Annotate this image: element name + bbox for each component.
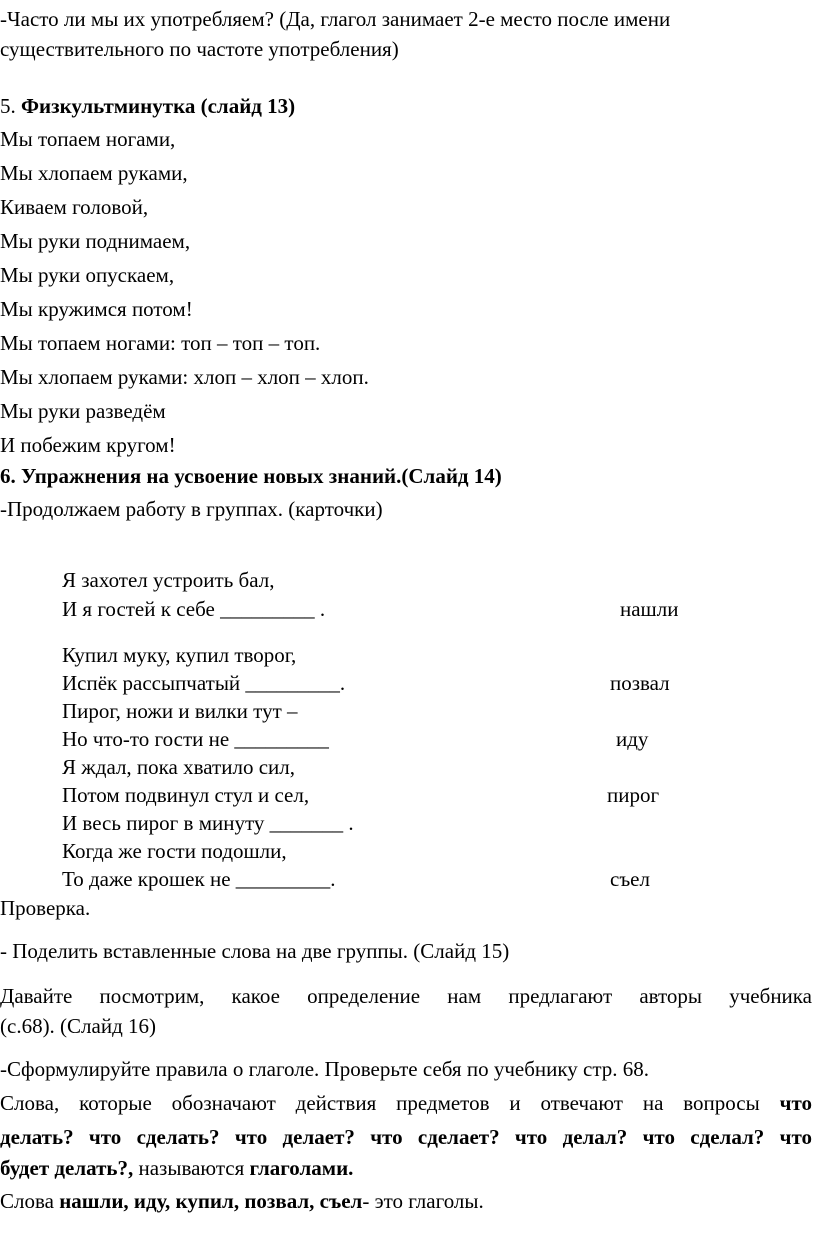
check-line: Проверка. [0,896,91,920]
split-line: - Поделить вставленные слова на две группы. (Слайд 15) [0,939,510,963]
section-5-title: Физкультминутка (слайд 13) [21,94,296,118]
poem-line: Я ждал, пока хватило сил, [62,755,295,779]
answer-word: нашли [620,597,679,621]
answer-word: съел [610,867,650,891]
poem-line: Пирог, ножи и вилки тут – [62,699,298,723]
poem-line: И я гостей к себе _________ . [62,597,326,621]
exercise-line: Мы руки опускаем, [0,263,175,287]
exercise-line: Мы хлопаем руками: хлоп – хлоп – хлоп. [0,365,369,389]
intro-line-1: -Часто ли мы их употребляем? (Да, глагол занимает 2-е место после имени [0,7,671,31]
answer-word: позвал [610,671,670,695]
exercise-line: Мы руки поднимаем, [0,229,191,253]
exercise-line: Мы руки разведём [0,399,166,423]
section-6-intro: -Продолжаем работу в группах. (карточки) [0,497,383,521]
rule-line-3: будет делать?, называются глаголами. [0,1156,354,1180]
definition-line-2: (с.68). (Слайд 16) [0,1014,157,1038]
poem-line: Потом подвинул стул и сел, [62,783,310,807]
intro-line-2: существительного по частоте употребления) [0,37,399,61]
exercise-line: Киваем головой, [0,195,149,219]
answer-word: пирог [607,783,660,807]
answer-word: иду [616,727,649,751]
definition-line-1: Давайте посмотрим, какое определение нам предлагают авторы учебника [0,984,812,1008]
exercise-line: Мы топаем ногами: топ – топ – топ. [0,331,321,355]
exercise-line: Мы хлопаем руками, [0,161,188,185]
poem-line: Но что-то гости не _________ [62,727,329,751]
poem-line: Я захотел устроить бал, [62,568,275,592]
rules-line: -Сформулируйте правила о глаголе. Проверьте себя по учебнику стр. 68. [0,1057,650,1081]
poem-line: И весь пирог в минуту _______ . [62,811,354,835]
section-6-title: 6. Упражнения на усвоение новых знаний.(Слайд 14) [0,464,502,488]
section-5-number: 5. [0,94,21,118]
rule-line-2: делать? что сделать? что делает? что сделает? что делал? что сделал? что [0,1125,812,1149]
poem-line: То даже крошек не _________. [62,867,336,891]
conclusion-line: Слова нашли, иду, купил, позвал, съел- это глаголы. [0,1189,484,1213]
poem-line: Испёк рассыпчатый _________. [62,671,346,695]
rule-line-1: Слова, которые обозначают действия предметов и отвечают на вопросы что [0,1091,812,1115]
exercise-line: Мы топаем ногами, [0,127,176,151]
exercise-line: И побежим кругом! [0,433,176,457]
exercise-line: Мы кружимся потом! [0,297,193,321]
poem-line: Купил муку, купил творог, [62,643,297,667]
poem-line: Когда же гости подошли, [62,839,287,863]
section-5-heading [0,93,295,119]
